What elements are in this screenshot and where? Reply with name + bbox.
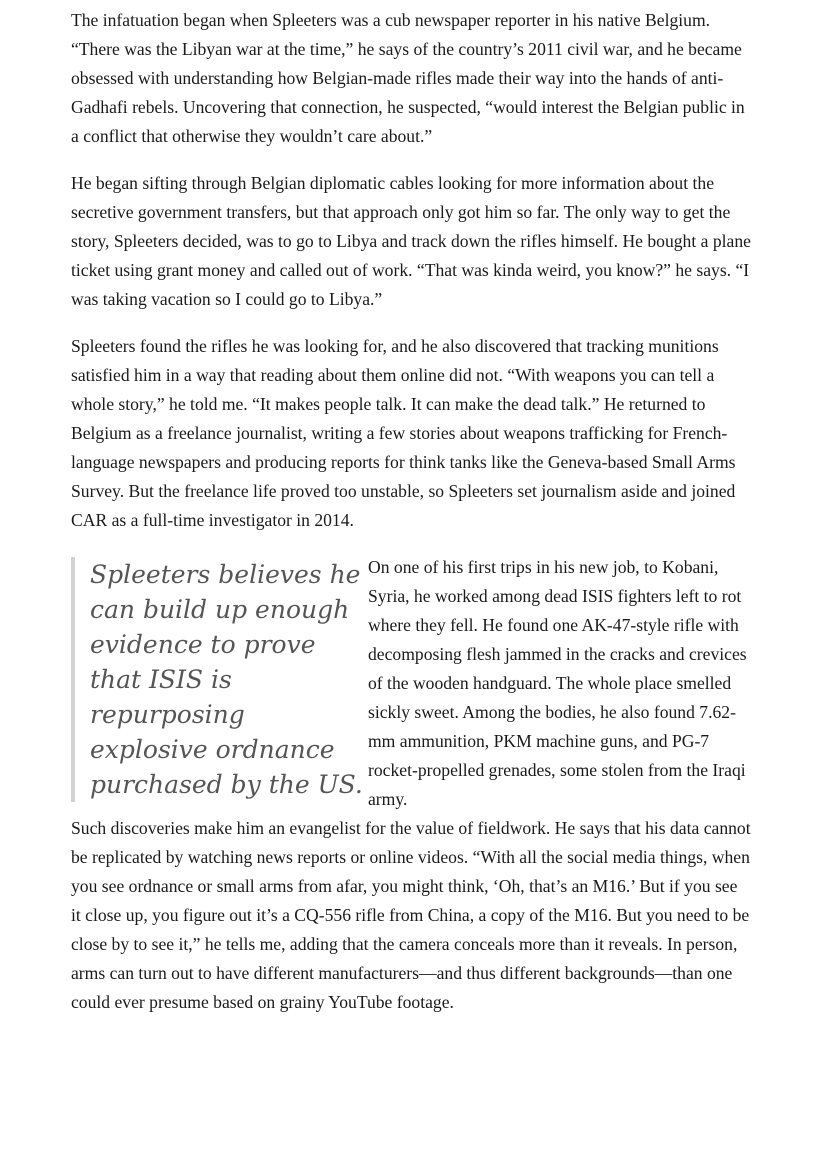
paragraph-found-rifles: Spleeters found the rifles he was looking for, and he also discovered that tracking munitions satisfied him in a way that reading about them online did not. “With weapons you can tell a whole story,” he told me. “It makes people talk. It can make the dead talk.” He returned to Belgium as a freelance journalist, writing a few stories about weapons trafficking for French-language newspapers and producing reports for think tanks like the Geneva-based Small Arms Survey. But the freelance life proved too unstable, so Spleeters set journalism aside and joined CAR as a full-time investigator in 2014. (71, 336, 736, 530)
paragraph-fieldwork: Such discoveries make him an evangelist for the value of fieldwork. He says that his data cannot be replicated by watching news reports or online videos. “With all the social media things, when you see ordnance or small arms from afar, you might think, ‘Oh, that’s an M16.’ But if you see it close up, you figure out it’s a CQ-556 rifle from China, a copy of the M16. But you need to be close by to see it,” he tells me, adding that the camera conceals more than it reveals. In person, arms can turn out to have different manufacturers—and thus different backgrounds—than one could ever presume based on grainy YouTube footage. (71, 818, 751, 1012)
pull-quote: Spleeters believes he can build up enough evidence to prove that ISIS is repurposing explosive ordnance purchased by the US. (71, 557, 368, 802)
paragraph-kobani: On one of his first trips in his new job, to Kobani, Syria, he worked among dead ISIS fighters left to rot where they fell. He found one AK-47-style rifle with decomposing flesh jammed in the cracks and crevices of the wooden handguard. The whole place smelled sickly sweet. Among the bodies, he also found 7.62-mm ammunition, PKM machine guns, and PG-7 rocket-propelled grenades, some stolen from the Iraqi army. (368, 557, 747, 809)
pullquote-section (71, 553, 751, 814)
paragraph-infatuation: The infatuation began when Spleeters was a cub newspaper reporter in his native Belgium. “There was the Libyan war at the time,” he says of the country’s 2011 civil war, and he became obsessed with understanding how Belgian-made rifles made their way into the hands of anti-Gadhafi rebels. Uncovering that connection, he suspected, “would interest the Belgian public in a conflict that otherwise they wouldn’t care about.” (71, 10, 745, 146)
article-body (71, 6, 751, 1035)
paragraph-diplomatic-cables: He began sifting through Belgian diplomatic cables looking for more information about the secretive government transfers, but that approach only got him so far. The only way to get the story, Spleeters decided, was to go to Libya and track down the rifles himself. He bought a plane ticket using grant money and called out of work. “That was kinda weird, you know?” he says. “I was taking vacation so I could go to Libya.” (71, 173, 751, 309)
